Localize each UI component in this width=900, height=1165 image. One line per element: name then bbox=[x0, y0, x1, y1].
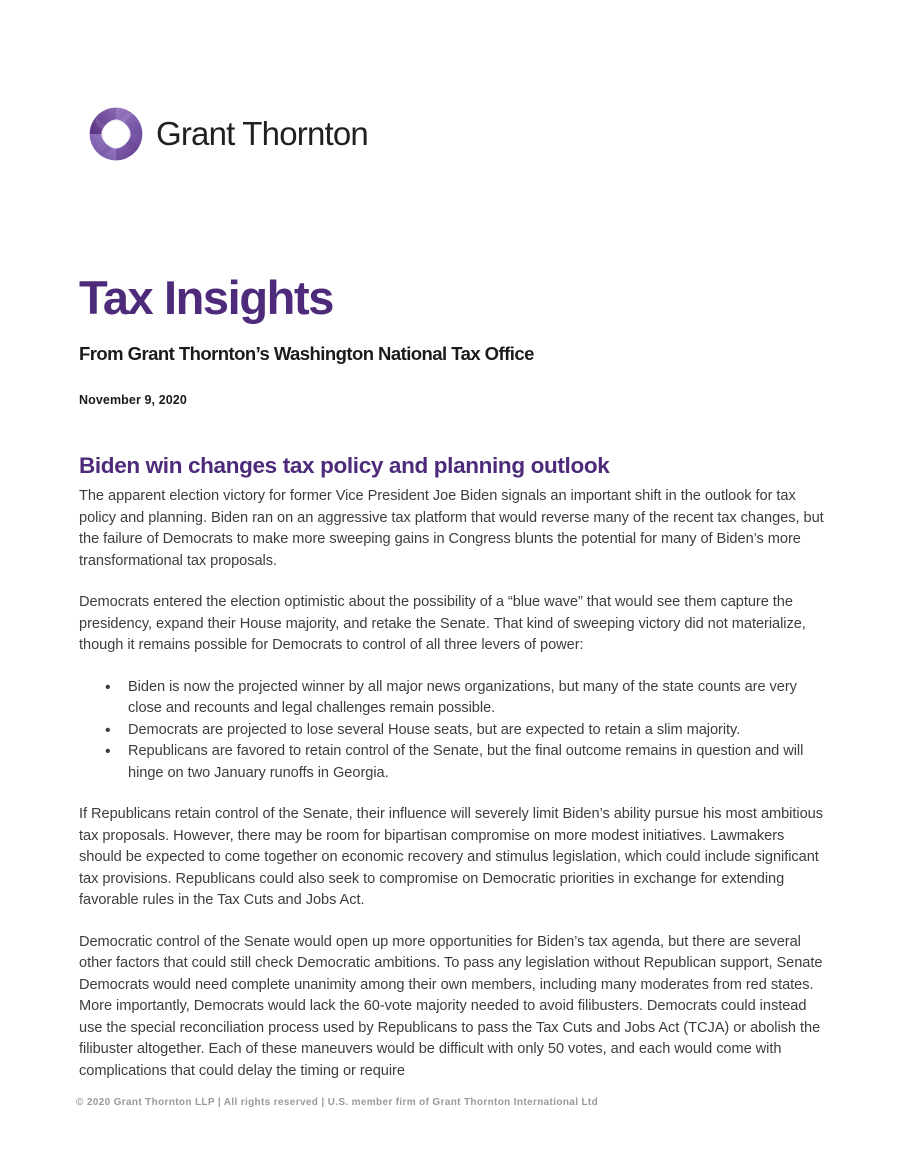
publication-subtitle: From Grant Thornton’s Washington National Tax Office bbox=[79, 343, 534, 364]
publication-title: Tax Insights bbox=[79, 271, 333, 324]
brand-logo bbox=[88, 106, 368, 162]
article-heading: Biden win changes tax policy and planning outlook bbox=[79, 453, 610, 478]
list-item: • Democrats are projected to lose several House seats, but are expected to retain a slim majority. bbox=[79, 720, 824, 742]
list-item: • Biden is now the projected winner by all major news organizations, but many of the state counts are very close and recounts and legal challenges remain possible. bbox=[79, 677, 824, 720]
article-paragraph-2: Democrats entered the election optimistic about the possibility of a “blue wave” that would see them capture the presidency, expand their House majority, and retake the Senate. That kind of sweeping victory did not materialize, though it remains possible for Democrats to control of all three levers of power: bbox=[79, 594, 806, 653]
article-bullet-list bbox=[79, 677, 824, 785]
grant-thornton-swirl-icon bbox=[88, 106, 144, 162]
list-item: • Republicans are favored to retain control of the Senate, but the final outcome remains in question and will hinge on two January runoffs in Georgia. bbox=[79, 741, 824, 784]
page-footer: © 2020 Grant Thornton LLP | All rights reserved | U.S. member firm of Grant Thornton International Ltd bbox=[76, 1097, 599, 1108]
article-paragraph-4: Democratic control of the Senate would open up more opportunities for Biden’s tax agenda, but there are several other factors that could still check Democratic ambitions. To pass any legislation without Republican support, Senate Democrats would need complete unanimity among their own members, including many moderates from red states. More importantly, Democrats would lack the 60-vote majority needed to avoid filibusters. Democrats could instead use the special reconciliation process used by Republicans to pass the Tax Cuts and Jobs Act (TCJA) or abolish the filibuster altogether. Each of these maneuvers would be difficult with only 50 votes, and each would come with complications that could delay the timing or require bbox=[79, 933, 823, 1079]
article-paragraph-1: The apparent election victory for former Vice President Joe Biden signals an important shift in the outlook for tax policy and planning. Biden ran on an aggressive tax platform that would reverse many of the recent tax changes, but the failure of Democrats to make more sweeping gains in Congress blunts the potential for many of Biden’s more transformational tax proposals. bbox=[79, 488, 824, 569]
brand-wordmark: Grant Thornton bbox=[156, 114, 368, 152]
publication-date: November 9, 2020 bbox=[79, 393, 187, 407]
article-paragraph-3: If Republicans retain control of the Senate, their influence will severely limit Biden’s ability pursue his most ambitious tax proposals. However, there may be room for bipartisan compromise on more modest initiatives. Lawmakers should be expected to come together on economic recovery and stimulus legislation, which could include significant tax provisions. Republicans could also seek to compromise on Democratic priorities in exchange for extending favorable rules in the Tax Cuts and Jobs Act. bbox=[79, 806, 823, 908]
article-body bbox=[79, 452, 824, 1082]
